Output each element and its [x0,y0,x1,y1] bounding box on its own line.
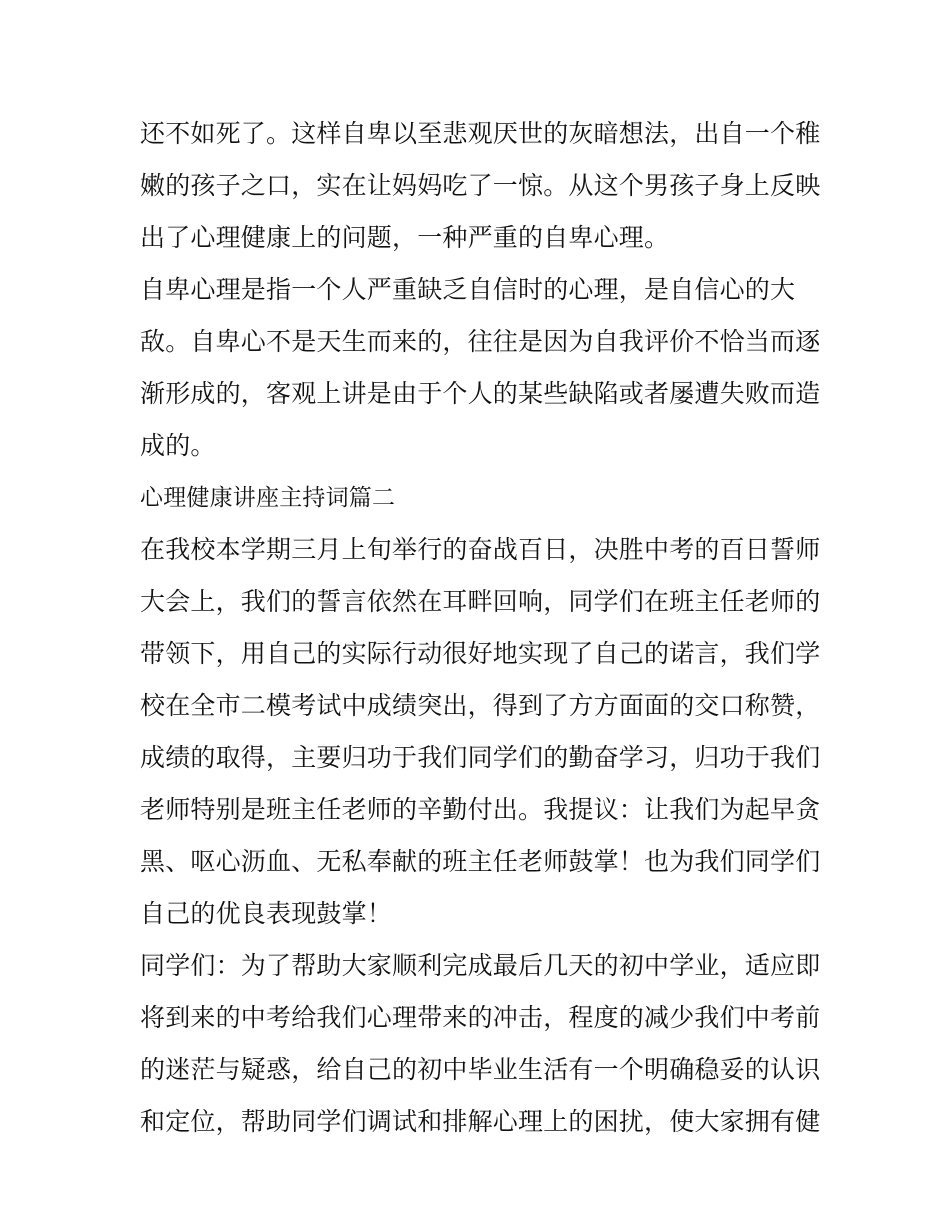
text-line: 同学们：为了帮助大家顺利完成最后几天的初中学业，适应即 [140,951,821,980]
text-line: 自己的优良表现鼓掌！ [140,899,393,928]
text-line: 和定位，帮助同学们调试和排解心理上的困扰，使大家拥有健 [140,1107,821,1136]
text-line: 的迷茫与疑惑，给自己的初中毕业生活有一个明确稳妥的认识 [140,1055,821,1084]
text-line: 成的。 [140,431,216,460]
text-line: 还不如死了。这样自卑以至悲观厌世的灰暗想法，出自一个稚 [140,119,821,148]
text-line: 将到来的中考给我们心理带来的冲击，程度的减少我们中考前 [140,1003,821,1032]
text-line: 在我校本学期三月上旬举行的奋战百日，决胜中考的百日誓师 [140,535,821,564]
section-heading: 心理健康讲座主持词篇二 [140,485,396,511]
text-line: 敌。自卑心不是天生而来的，往往是因为自我评价不恰当而逐 [140,327,821,356]
text-line: 黑、呕心沥血、无私奉献的班主任老师鼓掌！也为我们同学们 [140,847,821,876]
text-line: 大会上，我们的誓言依然在耳畔回响，同学们在班主任老师的 [140,587,821,616]
text-line: 带领下，用自己的实际行动很好地实现了自己的诺言，我们学 [140,639,821,668]
text-line: 嫩的孩子之口，实在让妈妈吃了一惊。从这个男孩子身上反映 [140,171,821,200]
text-line: 自卑心理是指一个人严重缺乏自信时的心理，是自信心的大 [140,275,796,304]
text-line: 渐形成的，客观上讲是由于个人的某些缺陷或者屡遭失败而造 [140,379,821,408]
text-line: 老师特别是班主任老师的辛勤付出。我提议：让我们为起早贪 [140,795,821,824]
text-line: 出了心理健康上的问题，一种严重的自卑心理。 [140,223,670,252]
body-text [140,108,821,1148]
text-line: 校在全市二模考试中成绩突出，得到了方方面面的交口称赞， [140,691,821,720]
text-line: 成绩的取得，主要归功于我们同学们的勤奋学习，归功于我们 [140,743,821,772]
